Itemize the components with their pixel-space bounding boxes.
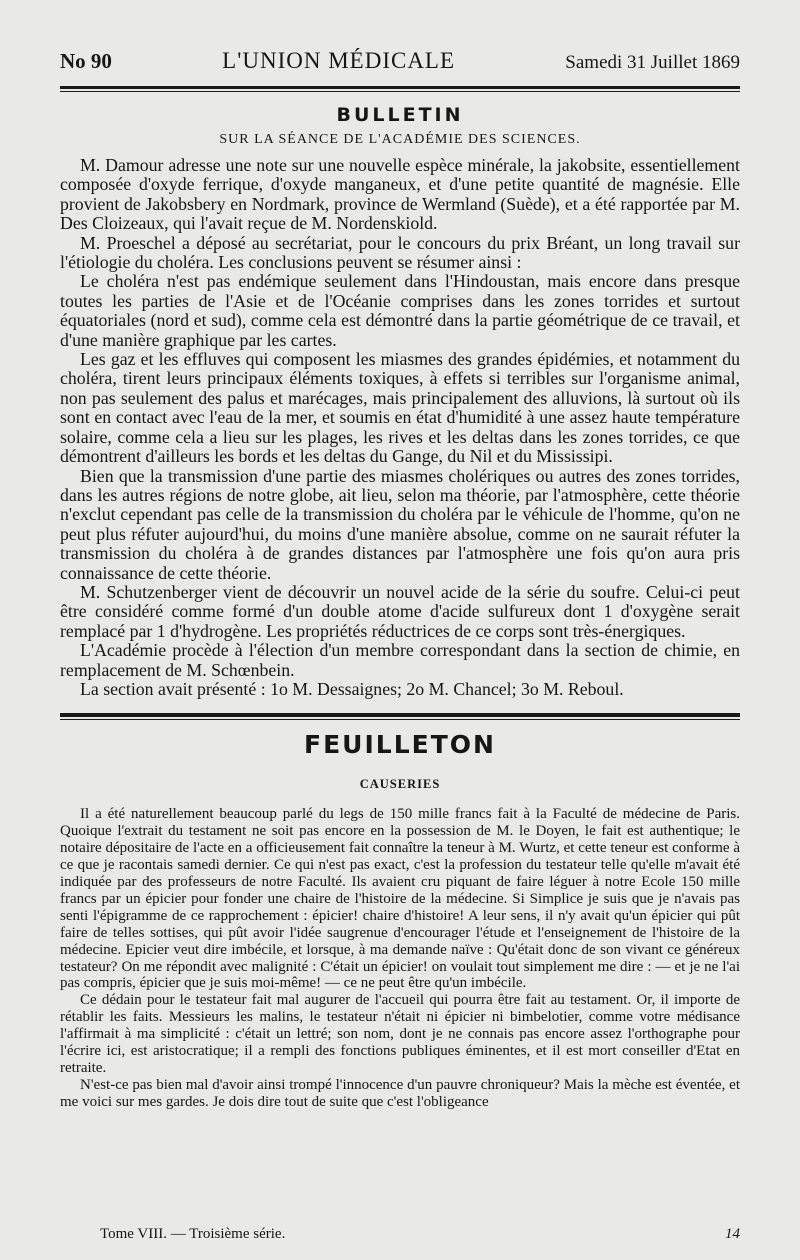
bulletin-paragraph: M. Schutzenberger vient de découvrir un nouvel acide de la série du soufre. Celui-ci peut être considéré comme formé d'un double atome d'acide sulfureux dont 1 d'oxygène serait remplacé par 1 d'hydrogène. Les propriétés réductrices de ce corps sont très-énergiques.	[60, 581, 740, 641]
feuilleton-paragraph: N'est-ce pas bien mal d'avoir ainsi trompé l'innocence d'un pauvre chroniqueur? Mais la mèche est éventée, et me voici sur mes gardes. Je dois dire tout de suite que c'est l'obligeance	[60, 1076, 740, 1110]
bulletin-paragraph: Le choléra n'est pas endémique seulement dans l'Hindoustan, mais encore dans presque toutes les parties de l'Asie et de l'Océanie comprises dans les zones torrides et surtout équatoriales (nord et sud), comme cela est démontré dans la partie géométrique de ce travail, et d'une manière graphique par les cartes.	[60, 271, 740, 350]
page-header	[60, 48, 740, 82]
bulletin-paragraph: Les gaz et les effluves qui composent les miasmes des grandes épidémies, et notamment du choléra, tirent leurs principaux éléments toxiques, à effets si terribles sur l'organisme animal, non pas seulement des palus et marécages, mais principalement des alluvions, là surtout où ils sont en contact avec l'eau de la mer, et soumis en état d'humidité à une assez haute température solaire, comme cela a lieu sur les plages, les rives et les deltas dans les zones torrides, ce que démontrent d'ailleurs les bords et les deltas du Gange, du Nil et du Mississipi.	[60, 349, 740, 467]
bulletin-subtitle: SUR LA SÉANCE DE L'ACADÉMIE DES SCIENCES.	[219, 132, 581, 147]
issue-number: No 90	[60, 49, 112, 73]
feuilleton-body	[60, 806, 740, 1110]
bulletin-paragraph: M. Damour adresse une note sur une nouvelle espèce minérale, la jakobsite, essentiellement composée d'oxyde ferrique, d'oxyde manganeux, et d'une petite quantité de magnésie. Elle provient de Jakobsbery en Nordmark, province de Wermland (Suède), et a été rapportée par M. Des Cloizeaux, qui l'avait reçue de M. Nordenskiold.	[60, 155, 740, 234]
feuilleton-paragraph: Il a été naturellement beaucoup parlé du legs de 150 mille francs fait à la Faculté de médecine de Paris. Quoique l'extrait du testament ne soit pas encore en la possession de M. le Doyen, le fait est authentique; le notaire dépositaire de l'acte en a officieusement fait connaître la teneur à M. Wurtz, et cette teneur est conforme à ce que je racontais samedi dernier. Ce qui n'est pas exact, c'est la profession du testateur telle qu'elle m'avait été indiquée par des professeurs de notre Faculté. Ils avaient cru piquant de faire léguer à notre Ecole 150 mille francs par un épicier pour fonder une chaire de l'histoire de la médecine. Si Simplice je suis que je n'avais pas senti l'épigramme de ce rapprochement : épicier! chaire d'histoire! A leur sens, il n'y avait qu'un épicier qui pût faire de telles sottises, qui pût avoir l'idée saugrenue d'encourager l'étude et l'enseignement de l'histoire de la médecine. Epicier veut dire imbécile, et lorsque, à ma demande naïve : Qu'était donc de son vivant ce généreux testateur? On me répondit avec malignité : C'était un épicier! on voulait tout simplement me dire : — et je ne l'ai pas compris, épicier que je suis moi-même! — ce ne peut être qu'un imbécile.	[60, 806, 740, 992]
bulletin-paragraph: L'Académie procède à l'élection d'un membre correspondant dans la section de chimie, en remplacement de M. Schœnbein.	[60, 640, 740, 680]
bulletin-paragraph: Bien que la transmission d'une partie des miasmes cholériques ou autres des zones torrides, dans les autres régions de notre globe, ait lieu, selon ma théorie, par l'atmosphère, cette théorie n'exclut cependant pas celle de la transmission du choléra par le véhicule de l'homme, qu'on ne peut plus réfuter aujourd'hui, du moins d'une manière absolue, comme on ne saurait réfuter la transmission du choléra à de grandes distances par l'atmosphère une fois qu'on aura pris connaissance de cette théorie.	[60, 465, 740, 583]
bulletin-title: BULLETIN	[336, 104, 464, 126]
bulletin-paragraph: M. Proeschel a déposé au secrétariat, pour le concours du prix Bréant, un long travail sur l'étiologie du choléra. Les conclusions peuvent se résumer ainsi :	[60, 232, 740, 273]
page-footer	[100, 1226, 740, 1243]
bulletin-body	[60, 156, 740, 699]
feuilleton-subtitle: CAUSERIES	[359, 777, 441, 792]
feuilleton-title: FEUILLETON	[304, 730, 496, 760]
signature-mark: 14	[725, 1226, 740, 1242]
bulletin-paragraph: La section avait présenté : 1o M. Dessaignes; 2o M. Chancel; 3o M. Reboul.	[80, 678, 624, 699]
header-rule	[60, 86, 740, 92]
issue-date: Samedi 31 Juillet 1869	[565, 52, 740, 73]
journal-title: L'UNION MÉDICALE	[222, 48, 456, 73]
volume-info: Tome VIII. — Troisième série.	[100, 1226, 286, 1242]
section-divider	[60, 713, 740, 720]
feuilleton-paragraph: Ce dédain pour le testateur fait mal augurer de l'accueil qui pourra être fait au testament. Or, il importe de rétablir les faits. Messieurs les malins, le testateur n'était ni épicier ni bimbelotier, comme votre médisance l'affirmait à ma simplicité : c'était un lettré; son nom, dont je ne connais pas encore assez l'orthographe pour l'écrire ici, est aristocratique; il a rempli des fonctions publiques éminentes, et il est mort conseiller d'Etat en retraite.	[60, 992, 740, 1076]
